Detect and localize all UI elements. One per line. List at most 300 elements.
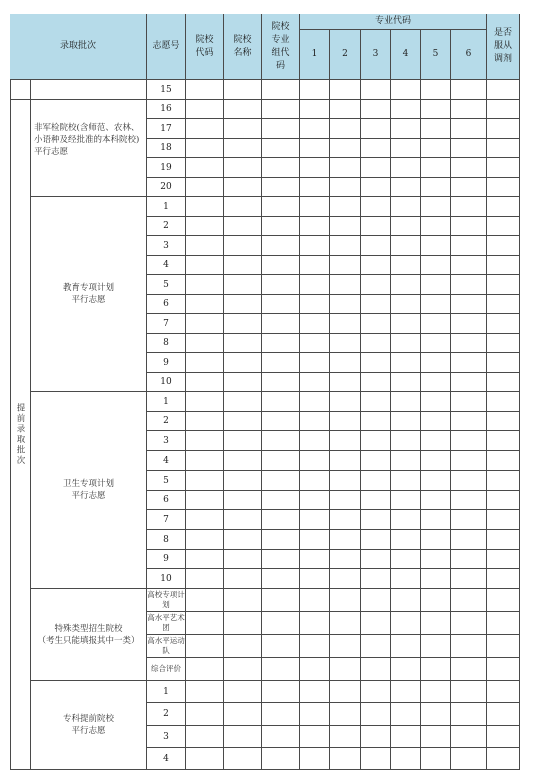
- cell-major-4: [391, 748, 421, 770]
- cell-school-code: [186, 256, 224, 275]
- choice-number: 2: [147, 703, 186, 726]
- cell-major-4: [391, 635, 421, 658]
- cell-major-5: [421, 139, 451, 158]
- cell-major-1: [300, 256, 330, 275]
- choice-number: 10: [147, 373, 186, 392]
- cell-major-5: [421, 392, 451, 412]
- cell-major-4: [391, 158, 421, 178]
- cell-group-code: [262, 80, 300, 100]
- cell-obey: [487, 510, 520, 530]
- cell-major-5: [421, 569, 451, 589]
- cell-major-1: [300, 373, 330, 392]
- cell-school-name: [224, 530, 262, 550]
- cell-major-1: [300, 589, 330, 612]
- cell-major-3: [361, 197, 391, 217]
- cell-school-name: [224, 471, 262, 491]
- cell-major-3: [361, 158, 391, 178]
- cell-group-code: [262, 471, 300, 491]
- cell-major-5: [421, 236, 451, 256]
- cell-group-code: [262, 256, 300, 275]
- cell-major-2: [330, 748, 361, 770]
- cell-major-4: [391, 471, 421, 491]
- cell-major-1: [300, 612, 330, 635]
- choice-number: 7: [147, 510, 186, 530]
- cell-obey: [487, 569, 520, 589]
- cell-major-3: [361, 748, 391, 770]
- cell-school-name: [224, 569, 262, 589]
- cell-major-5: [421, 681, 451, 703]
- choice-number: 1: [147, 392, 186, 412]
- cell-school-name: [224, 80, 262, 100]
- cell-major-1: [300, 550, 330, 569]
- cell-school-name: [224, 275, 262, 295]
- cell-major-1: [300, 658, 330, 681]
- choice-number: 6: [147, 295, 186, 314]
- cell-major-5: [421, 726, 451, 748]
- cell-school-code: [186, 373, 224, 392]
- choice-number: 3: [147, 236, 186, 256]
- cell-major-5: [421, 412, 451, 431]
- cell-major-1: [300, 275, 330, 295]
- cell-major-5: [421, 550, 451, 569]
- cell-group-code: [262, 178, 300, 197]
- cell-major-3: [361, 451, 391, 471]
- cell-major-2: [330, 256, 361, 275]
- cell-school-code: [186, 471, 224, 491]
- cell-major-2: [330, 550, 361, 569]
- cell-group-code: [262, 681, 300, 703]
- cell-school-name: [224, 197, 262, 217]
- cell-group-code: [262, 139, 300, 158]
- cell-major-1: [300, 178, 330, 197]
- choice-number: 9: [147, 550, 186, 569]
- cell-major-1: [300, 412, 330, 431]
- cell-obey: [487, 353, 520, 373]
- cell-school-code: [186, 431, 224, 451]
- cell-school-code: [186, 139, 224, 158]
- header-batch: 录取批次: [10, 14, 147, 80]
- choice-number: 18: [147, 139, 186, 158]
- cell-major-3: [361, 726, 391, 748]
- cell-school-code: [186, 681, 224, 703]
- cell-school-code: [186, 295, 224, 314]
- choice-number: 8: [147, 334, 186, 353]
- cell-major-4: [391, 510, 421, 530]
- header-choice-no: 志愿号: [147, 14, 186, 80]
- cell-school-name: [224, 236, 262, 256]
- cell-major-3: [361, 353, 391, 373]
- cell-group-code: [262, 530, 300, 550]
- cell-major-1: [300, 510, 330, 530]
- cell-school-name: [224, 451, 262, 471]
- cell-major-2: [330, 80, 361, 100]
- cell-major-6: [451, 471, 487, 491]
- cell-major-6: [451, 681, 487, 703]
- group-label-4: 特殊类型招生院校 （考生只能填报其中一类）: [31, 589, 147, 681]
- cell-group-code: [262, 635, 300, 658]
- cell-obey: [487, 635, 520, 658]
- cell-major-1: [300, 635, 330, 658]
- choice-number: 15: [147, 80, 186, 100]
- cell-school-code: [186, 510, 224, 530]
- cell-major-2: [330, 353, 361, 373]
- cell-major-6: [451, 589, 487, 612]
- cell-major-1: [300, 451, 330, 471]
- cell-obey: [487, 412, 520, 431]
- cell-major-3: [361, 550, 391, 569]
- cell-school-name: [224, 703, 262, 726]
- cell-major-3: [361, 612, 391, 635]
- cell-obey: [487, 314, 520, 334]
- cell-major-5: [421, 510, 451, 530]
- cell-major-1: [300, 431, 330, 451]
- cell-major-6: [451, 412, 487, 431]
- cell-major-2: [330, 295, 361, 314]
- cell-major-1: [300, 139, 330, 158]
- cell-major-6: [451, 217, 487, 236]
- cell-major-2: [330, 589, 361, 612]
- cell-group-code: [262, 197, 300, 217]
- cell-school-code: [186, 412, 224, 431]
- choice-number: 20: [147, 178, 186, 197]
- cell-major-3: [361, 139, 391, 158]
- cell-group-code: [262, 373, 300, 392]
- cell-major-1: [300, 314, 330, 334]
- cell-school-name: [224, 510, 262, 530]
- cell-major-3: [361, 569, 391, 589]
- cell-group-code: [262, 100, 300, 119]
- cell-major-1: [300, 217, 330, 236]
- header-major-3: 3: [361, 30, 391, 80]
- choice-number: 1: [147, 681, 186, 703]
- cell-major-2: [330, 139, 361, 158]
- cell-obey: [487, 373, 520, 392]
- cell-obey: [487, 471, 520, 491]
- cell-major-3: [361, 100, 391, 119]
- cell-major-1: [300, 726, 330, 748]
- choice-number: 综合评价: [147, 658, 186, 681]
- cell-major-1: [300, 703, 330, 726]
- cell-obey: [487, 726, 520, 748]
- cell-major-3: [361, 635, 391, 658]
- cell-major-3: [361, 491, 391, 510]
- group-label-3: 卫生专项计划 平行志愿: [31, 392, 147, 589]
- cell-major-3: [361, 431, 391, 451]
- cell-major-5: [421, 80, 451, 100]
- cell-major-1: [300, 295, 330, 314]
- choice-number: 6: [147, 491, 186, 510]
- header-obey: 是否 服从 调剂: [487, 14, 520, 80]
- outer-batch-label: 提前录取批次: [10, 100, 31, 770]
- cell-school-name: [224, 158, 262, 178]
- cell-major-4: [391, 412, 421, 431]
- cell-major-5: [421, 353, 451, 373]
- cell-major-4: [391, 681, 421, 703]
- cell-major-3: [361, 314, 391, 334]
- choice-number: 5: [147, 275, 186, 295]
- cell-major-3: [361, 392, 391, 412]
- cell-group-code: [262, 295, 300, 314]
- cell-major-5: [421, 295, 451, 314]
- cell-major-4: [391, 550, 421, 569]
- cell-major-6: [451, 431, 487, 451]
- row15-batch-blank: [31, 80, 147, 100]
- cell-major-6: [451, 510, 487, 530]
- cell-major-4: [391, 726, 421, 748]
- cell-school-code: [186, 569, 224, 589]
- cell-major-1: [300, 491, 330, 510]
- cell-major-4: [391, 100, 421, 119]
- cell-major-2: [330, 491, 361, 510]
- cell-major-6: [451, 275, 487, 295]
- cell-major-4: [391, 431, 421, 451]
- cell-major-4: [391, 119, 421, 139]
- choice-number: 4: [147, 451, 186, 471]
- cell-major-4: [391, 392, 421, 412]
- cell-school-code: [186, 451, 224, 471]
- cell-major-4: [391, 334, 421, 353]
- cell-major-6: [451, 703, 487, 726]
- cell-school-code: [186, 726, 224, 748]
- cell-major-6: [451, 726, 487, 748]
- cell-major-2: [330, 726, 361, 748]
- cell-major-4: [391, 275, 421, 295]
- cell-major-4: [391, 569, 421, 589]
- cell-major-5: [421, 612, 451, 635]
- cell-major-6: [451, 392, 487, 412]
- cell-major-3: [361, 178, 391, 197]
- cell-major-2: [330, 100, 361, 119]
- header-major-4: 4: [391, 30, 421, 80]
- cell-major-4: [391, 236, 421, 256]
- cell-major-2: [330, 197, 361, 217]
- cell-major-4: [391, 256, 421, 275]
- cell-major-1: [300, 158, 330, 178]
- cell-school-code: [186, 612, 224, 635]
- cell-major-5: [421, 217, 451, 236]
- cell-school-name: [224, 658, 262, 681]
- cell-group-code: [262, 275, 300, 295]
- cell-school-name: [224, 748, 262, 770]
- cell-school-name: [224, 726, 262, 748]
- cell-major-6: [451, 658, 487, 681]
- cell-school-code: [186, 275, 224, 295]
- cell-major-2: [330, 612, 361, 635]
- cell-major-2: [330, 569, 361, 589]
- cell-major-1: [300, 236, 330, 256]
- cell-major-3: [361, 530, 391, 550]
- cell-major-5: [421, 451, 451, 471]
- cell-major-6: [451, 197, 487, 217]
- cell-major-5: [421, 314, 451, 334]
- cell-group-code: [262, 119, 300, 139]
- cell-major-5: [421, 658, 451, 681]
- cell-major-5: [421, 431, 451, 451]
- cell-major-3: [361, 256, 391, 275]
- cell-major-5: [421, 471, 451, 491]
- cell-major-5: [421, 334, 451, 353]
- cell-major-6: [451, 158, 487, 178]
- cell-major-6: [451, 569, 487, 589]
- cell-group-code: [262, 589, 300, 612]
- cell-school-code: [186, 334, 224, 353]
- cell-school-name: [224, 334, 262, 353]
- cell-major-6: [451, 80, 487, 100]
- cell-major-1: [300, 748, 330, 770]
- cell-major-5: [421, 748, 451, 770]
- cell-obey: [487, 197, 520, 217]
- cell-school-name: [224, 431, 262, 451]
- cell-major-4: [391, 217, 421, 236]
- cell-school-code: [186, 658, 224, 681]
- cell-group-code: [262, 569, 300, 589]
- cell-school-name: [224, 550, 262, 569]
- cell-major-4: [391, 703, 421, 726]
- cell-school-code: [186, 236, 224, 256]
- cell-group-code: [262, 217, 300, 236]
- cell-group-code: [262, 392, 300, 412]
- cell-major-3: [361, 471, 391, 491]
- choice-number: 3: [147, 431, 186, 451]
- cell-major-3: [361, 119, 391, 139]
- cell-major-6: [451, 334, 487, 353]
- cell-major-1: [300, 119, 330, 139]
- cell-school-name: [224, 314, 262, 334]
- cell-major-3: [361, 589, 391, 612]
- cell-major-4: [391, 178, 421, 197]
- cell-major-1: [300, 353, 330, 373]
- cell-obey: [487, 589, 520, 612]
- cell-school-code: [186, 80, 224, 100]
- group-label-1: 非军检院校(含师范、农林、小语种及经批准的本科院校) 平行志愿: [31, 100, 147, 197]
- cell-major-1: [300, 530, 330, 550]
- cell-major-4: [391, 491, 421, 510]
- cell-major-2: [330, 334, 361, 353]
- cell-school-name: [224, 139, 262, 158]
- group-label-5: 专科提前院校 平行志愿: [31, 681, 147, 770]
- cell-school-code: [186, 197, 224, 217]
- cell-major-2: [330, 703, 361, 726]
- cell-major-2: [330, 314, 361, 334]
- choice-number: 8: [147, 530, 186, 550]
- cell-major-4: [391, 658, 421, 681]
- cell-major-2: [330, 217, 361, 236]
- cell-major-3: [361, 275, 391, 295]
- cell-major-6: [451, 314, 487, 334]
- cell-obey: [487, 295, 520, 314]
- cell-major-1: [300, 197, 330, 217]
- cell-school-name: [224, 178, 262, 197]
- cell-school-code: [186, 158, 224, 178]
- cell-school-code: [186, 748, 224, 770]
- cell-school-name: [224, 119, 262, 139]
- cell-major-1: [300, 392, 330, 412]
- cell-group-code: [262, 334, 300, 353]
- cell-major-6: [451, 236, 487, 256]
- cell-major-6: [451, 373, 487, 392]
- choice-number: 16: [147, 100, 186, 119]
- cell-school-code: [186, 491, 224, 510]
- cell-major-4: [391, 295, 421, 314]
- group-label-2: 教育专项计划 平行志愿: [31, 197, 147, 392]
- choice-number: 高水平运动队: [147, 635, 186, 658]
- row15-outer-blank: [10, 80, 31, 100]
- header-major-1: 1: [300, 30, 330, 80]
- cell-major-2: [330, 530, 361, 550]
- cell-obey: [487, 431, 520, 451]
- cell-major-2: [330, 236, 361, 256]
- cell-group-code: [262, 236, 300, 256]
- cell-major-6: [451, 451, 487, 471]
- cell-school-code: [186, 530, 224, 550]
- cell-obey: [487, 550, 520, 569]
- cell-major-6: [451, 530, 487, 550]
- cell-major-3: [361, 295, 391, 314]
- cell-school-code: [186, 353, 224, 373]
- cell-major-5: [421, 256, 451, 275]
- choice-number: 高水平艺术团: [147, 612, 186, 635]
- cell-major-5: [421, 100, 451, 119]
- cell-school-name: [224, 353, 262, 373]
- cell-major-2: [330, 635, 361, 658]
- choice-number: 1: [147, 197, 186, 217]
- cell-school-name: [224, 256, 262, 275]
- cell-major-6: [451, 550, 487, 569]
- cell-major-2: [330, 119, 361, 139]
- cell-school-code: [186, 635, 224, 658]
- header-group-code: 院校 专业 组代 码: [262, 14, 300, 80]
- cell-major-6: [451, 635, 487, 658]
- cell-major-2: [330, 275, 361, 295]
- cell-major-5: [421, 373, 451, 392]
- cell-major-5: [421, 119, 451, 139]
- cell-school-code: [186, 119, 224, 139]
- cell-major-1: [300, 100, 330, 119]
- choice-number: 7: [147, 314, 186, 334]
- cell-major-4: [391, 589, 421, 612]
- cell-obey: [487, 612, 520, 635]
- cell-major-2: [330, 392, 361, 412]
- cell-major-2: [330, 510, 361, 530]
- cell-group-code: [262, 703, 300, 726]
- cell-major-3: [361, 703, 391, 726]
- cell-major-2: [330, 373, 361, 392]
- choice-number: 5: [147, 471, 186, 491]
- cell-school-name: [224, 612, 262, 635]
- cell-school-name: [224, 295, 262, 314]
- cell-major-4: [391, 373, 421, 392]
- cell-major-2: [330, 451, 361, 471]
- cell-obey: [487, 748, 520, 770]
- cell-group-code: [262, 314, 300, 334]
- cell-major-6: [451, 178, 487, 197]
- cell-major-5: [421, 491, 451, 510]
- choice-number: 17: [147, 119, 186, 139]
- cell-major-6: [451, 100, 487, 119]
- cell-obey: [487, 217, 520, 236]
- cell-major-2: [330, 178, 361, 197]
- cell-major-3: [361, 236, 391, 256]
- cell-major-2: [330, 471, 361, 491]
- header-school-name: 院校 名称: [224, 14, 262, 80]
- cell-major-6: [451, 353, 487, 373]
- choice-number: 10: [147, 569, 186, 589]
- cell-major-3: [361, 681, 391, 703]
- choice-number: 高校专项计划: [147, 589, 186, 612]
- choice-number: 4: [147, 748, 186, 770]
- cell-major-3: [361, 510, 391, 530]
- cell-major-2: [330, 431, 361, 451]
